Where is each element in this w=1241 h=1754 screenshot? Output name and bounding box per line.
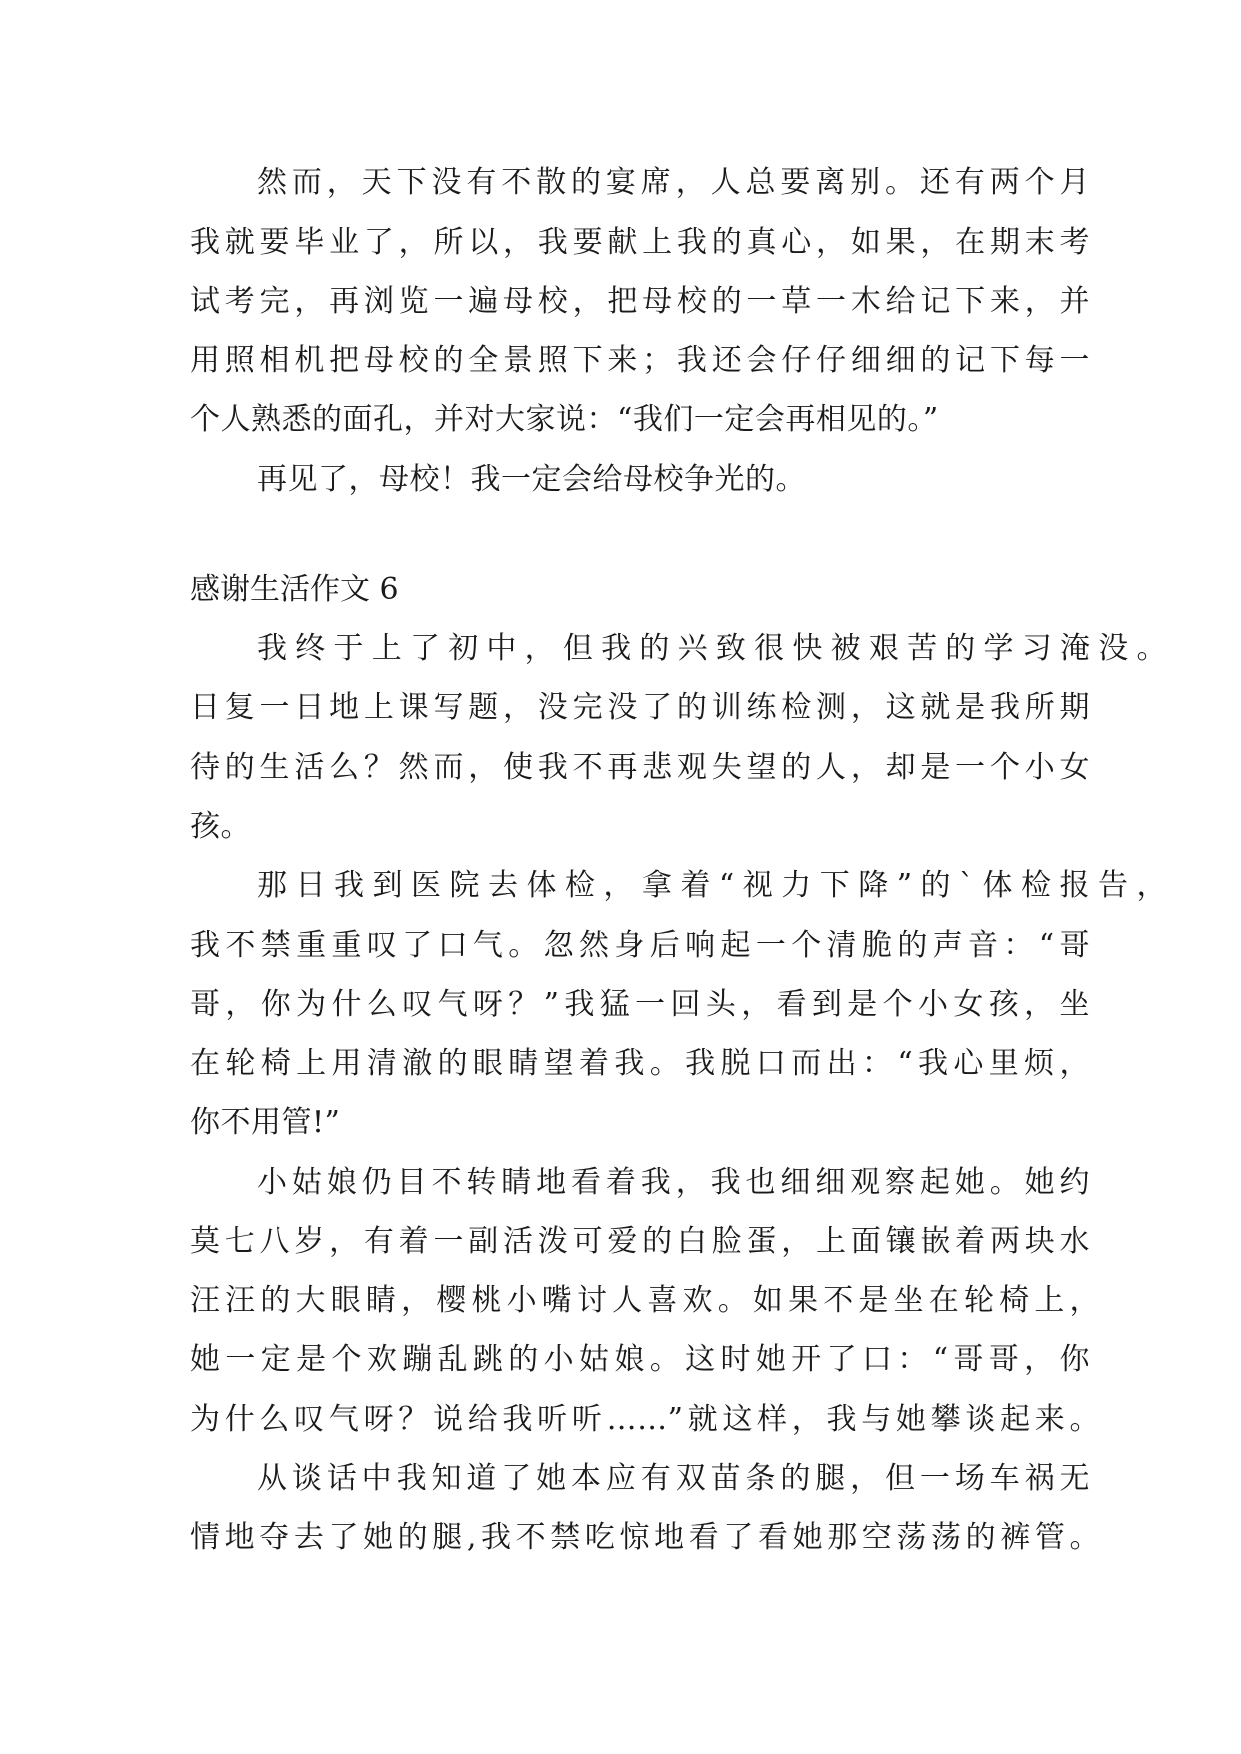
text-line: 为什么叹气呀？说给我听听……”就这样，我与她攀谈起来。 bbox=[190, 1402, 1100, 1437]
text-line: 哥，你为什么叹气呀？”我猛一回头，看到是个小女孩，坐 bbox=[190, 987, 1090, 1022]
text-line: 情地夺去了她的腿,我不禁吃惊地看了看她那空荡荡的裤管。 bbox=[190, 1520, 1100, 1555]
text-line: 个人熟悉的面孔，并对大家说：“我们一定会再相见的。” bbox=[190, 402, 939, 437]
text-line: 我不禁重重叹了口气。忽然身后响起一个清脆的声音：“哥 bbox=[190, 928, 1090, 963]
text-line: 试考完，再浏览一遍母校，把母校的一草一木给记下来，并 bbox=[190, 284, 1090, 319]
text-line: 待的生活么？然而，使我不再悲观失望的人，却是一个小女 bbox=[190, 750, 1090, 785]
text-line: 莫七八岁，有着一副活泼可爱的白脸蛋，上面镶嵌着两块水 bbox=[190, 1224, 1090, 1259]
text-line: 从谈话中我知道了她本应有双苗条的腿，但一场车祸无 bbox=[257, 1461, 1090, 1496]
text-line: 日复一日地上课写题，没完没了的训练检测，这就是我所期 bbox=[190, 690, 1090, 725]
text-line: 我终于上了初中，但我的兴致很快被艰苦的学习淹没。 bbox=[257, 631, 1167, 666]
text-line: 在轮椅上用清澈的眼睛望着我。我脱口而出：“我心里烦， bbox=[190, 1046, 1090, 1081]
text-line: 再见了，母校！我一定会给母校争光的。 bbox=[257, 462, 806, 497]
text-line: 用照相机把母校的全景照下来；我还会仔仔细细的记下每一 bbox=[190, 343, 1090, 378]
text-line: 然而，天下没有不散的宴席，人总要离别。还有两个月 bbox=[257, 165, 1090, 200]
text-line: 我就要毕业了，所以，我要献上我的真心，如果，在期末考 bbox=[190, 225, 1090, 260]
text-line: 汪汪的大眼睛，樱桃小嘴讨人喜欢。如果不是坐在轮椅上， bbox=[190, 1283, 1100, 1318]
section-title: 感谢生活作文 6 bbox=[190, 572, 399, 607]
text-line: 那日我到医院去体检，拿着“视力下降”的`体检报告， bbox=[257, 868, 1167, 903]
text-line: 小姑娘仍目不转睛地看着我，我也细细观察起她。她约 bbox=[257, 1165, 1090, 1200]
text-line: 你不用管!” bbox=[190, 1105, 341, 1140]
text-line: 她一定是个欢蹦乱跳的小姑娘。这时她开了口：“哥哥，你 bbox=[190, 1342, 1090, 1377]
text-line: 孩。 bbox=[190, 809, 251, 844]
